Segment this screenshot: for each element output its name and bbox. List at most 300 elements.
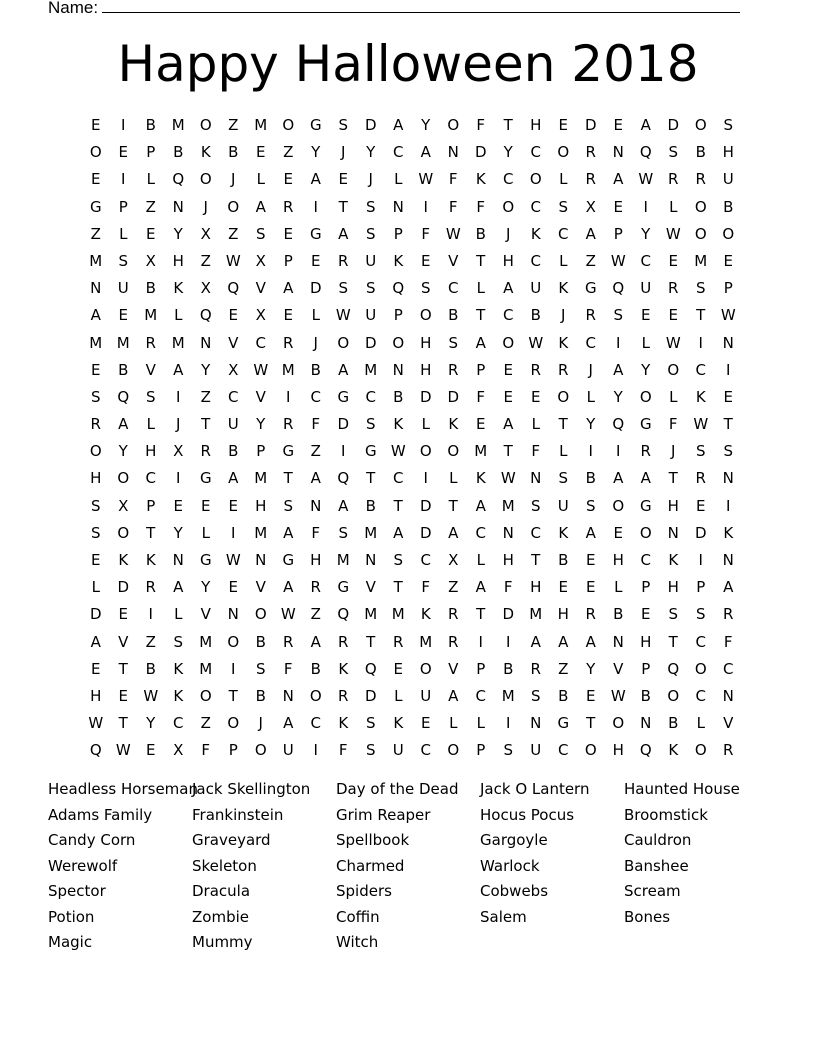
grid-letter[interactable]: U — [557, 496, 569, 515]
grid-letter[interactable]: C — [558, 741, 569, 760]
grid-letter[interactable]: F — [668, 415, 678, 434]
grid-letter[interactable]: I — [176, 387, 181, 406]
grid-letter[interactable]: R — [585, 143, 596, 162]
grid-letter[interactable]: S — [255, 224, 266, 243]
grid-letter[interactable]: O — [392, 333, 405, 352]
grid-letter[interactable]: B — [145, 279, 156, 298]
grid-letter[interactable]: E — [503, 360, 513, 379]
grid-letter[interactable]: Y — [586, 659, 596, 678]
grid-letter[interactable]: N — [200, 333, 212, 352]
grid-letter[interactable]: M — [364, 605, 378, 624]
grid-letter[interactable]: C — [310, 387, 321, 406]
grid-letter[interactable]: N — [502, 523, 514, 542]
grid-letter[interactable]: O — [502, 197, 515, 216]
grid-letter[interactable]: Z — [200, 251, 211, 270]
grid-letter[interactable]: N — [227, 605, 239, 624]
grid-letter[interactable]: A — [585, 224, 596, 243]
grid-letter[interactable]: F — [338, 741, 348, 760]
grid-letter[interactable]: O — [199, 686, 212, 705]
grid-letter[interactable]: O — [722, 224, 735, 243]
grid-letter[interactable]: U — [117, 279, 129, 298]
grid-letter[interactable]: S — [365, 224, 376, 243]
grid-letter[interactable]: O — [254, 605, 267, 624]
grid-letter[interactable]: S — [338, 279, 349, 298]
grid-letter[interactable]: A — [338, 496, 349, 515]
grid-letter[interactable]: Y — [173, 523, 183, 542]
grid-letter[interactable]: P — [723, 279, 733, 298]
grid-letter[interactable]: O — [694, 741, 707, 760]
grid-letter[interactable]: E — [641, 306, 651, 325]
grid-letter[interactable]: D — [309, 279, 322, 298]
grid-letter[interactable]: C — [475, 523, 486, 542]
grid-letter[interactable]: Q — [639, 143, 652, 162]
grid-letter[interactable]: H — [145, 442, 157, 461]
grid-letter[interactable]: U — [365, 251, 377, 270]
grid-letter[interactable]: C — [393, 469, 404, 488]
grid-letter[interactable]: T — [723, 415, 733, 434]
grid-letter[interactable]: O — [89, 442, 102, 461]
grid-letter[interactable]: N — [90, 279, 102, 298]
grid-letter[interactable]: R — [338, 251, 349, 270]
grid-letter[interactable]: Y — [118, 442, 128, 461]
grid-letter[interactable]: Z — [200, 714, 211, 733]
grid-letter[interactable]: W — [115, 741, 131, 760]
grid-letter[interactable]: L — [586, 387, 595, 406]
grid-letter[interactable]: E — [613, 116, 623, 134]
grid-letter[interactable]: A — [338, 360, 349, 379]
grid-letter[interactable]: O — [419, 659, 432, 678]
grid-letter[interactable]: F — [311, 523, 321, 542]
grid-letter[interactable]: R — [585, 306, 596, 325]
grid-letter[interactable]: C — [503, 306, 514, 325]
grid-letter[interactable]: L — [311, 306, 320, 325]
grid-letter[interactable]: J — [588, 360, 593, 379]
grid-letter[interactable]: T — [668, 632, 678, 651]
grid-letter[interactable]: C — [365, 387, 376, 406]
grid-letter[interactable]: L — [119, 224, 128, 243]
grid-letter[interactable]: F — [476, 197, 486, 216]
grid-letter[interactable]: N — [392, 360, 404, 379]
grid-letter[interactable]: T — [118, 659, 128, 678]
grid-letter[interactable]: X — [173, 741, 184, 760]
grid-letter[interactable]: L — [174, 605, 183, 624]
grid-letter[interactable]: T — [366, 469, 376, 488]
grid-letter[interactable]: E — [696, 496, 706, 515]
grid-letter[interactable]: G — [337, 578, 350, 597]
grid-letter[interactable]: L — [696, 714, 705, 733]
grid-letter[interactable]: S — [695, 605, 706, 624]
grid-letter[interactable]: Q — [392, 279, 405, 298]
grid-letter[interactable]: R — [448, 605, 459, 624]
grid-letter[interactable]: A — [90, 632, 101, 651]
grid-letter[interactable]: D — [419, 496, 432, 515]
grid-letter[interactable]: K — [145, 551, 156, 569]
grid-letter[interactable]: K — [173, 659, 184, 678]
grid-letter[interactable]: R — [585, 170, 596, 189]
grid-letter[interactable]: T — [146, 523, 156, 542]
grid-letter[interactable]: W — [88, 714, 104, 733]
grid-letter[interactable]: M — [281, 360, 295, 379]
grid-letter[interactable]: O — [612, 496, 625, 515]
grid-letter[interactable]: C — [585, 333, 596, 352]
grid-letter[interactable]: T — [228, 686, 238, 705]
grid-letter[interactable]: E — [91, 116, 101, 134]
grid-letter[interactable]: T — [118, 714, 128, 733]
grid-letter[interactable]: Z — [228, 224, 239, 243]
grid-letter[interactable]: S — [558, 197, 569, 216]
grid-letter[interactable]: M — [474, 442, 488, 461]
grid-letter[interactable]: A — [393, 523, 404, 542]
grid-letter[interactable]: Q — [364, 659, 377, 678]
grid-letter[interactable]: E — [311, 251, 321, 270]
grid-letter[interactable]: P — [641, 578, 651, 597]
grid-letter[interactable]: W — [610, 251, 626, 270]
grid-letter[interactable]: F — [723, 632, 733, 651]
grid-letter[interactable]: A — [475, 333, 486, 352]
grid-letter[interactable]: W — [638, 170, 654, 189]
grid-letter[interactable]: O — [117, 523, 130, 542]
grid-letter[interactable]: C — [695, 632, 706, 651]
grid-letter[interactable]: W — [693, 415, 709, 434]
grid-letter[interactable]: S — [668, 605, 679, 624]
grid-letter[interactable]: O — [639, 523, 652, 542]
grid-letter[interactable]: C — [173, 714, 184, 733]
grid-letter[interactable]: S — [723, 116, 734, 134]
grid-letter[interactable]: E — [91, 659, 101, 678]
grid-letter[interactable]: S — [558, 469, 569, 488]
grid-letter[interactable]: J — [313, 333, 318, 352]
grid-letter[interactable]: O — [309, 686, 322, 705]
grid-letter[interactable]: X — [228, 360, 239, 379]
grid-letter[interactable]: H — [722, 143, 734, 162]
grid-letter[interactable]: F — [531, 442, 541, 461]
grid-letter[interactable]: I — [478, 632, 483, 651]
grid-letter[interactable]: U — [227, 415, 239, 434]
grid-letter[interactable]: C — [228, 387, 239, 406]
grid-letter[interactable]: E — [586, 686, 596, 705]
grid-letter[interactable]: S — [90, 387, 101, 406]
grid-letter[interactable]: S — [365, 279, 376, 298]
grid-letter[interactable]: O — [447, 442, 460, 461]
grid-letter[interactable]: K — [530, 224, 541, 243]
grid-letter[interactable]: P — [393, 306, 403, 325]
grid-letter[interactable]: R — [283, 197, 294, 216]
grid-letter[interactable]: E — [118, 143, 128, 162]
grid-letter[interactable]: V — [118, 632, 129, 651]
grid-letter[interactable]: U — [365, 306, 377, 325]
grid-letter[interactable]: K — [393, 714, 404, 733]
grid-letter[interactable]: A — [228, 469, 239, 488]
grid-letter[interactable]: B — [393, 387, 404, 406]
grid-letter[interactable]: R — [530, 360, 541, 379]
grid-letter[interactable]: N — [612, 632, 624, 651]
grid-letter[interactable]: S — [530, 686, 541, 705]
grid-letter[interactable]: V — [723, 714, 734, 733]
grid-letter[interactable]: R — [283, 415, 294, 434]
grid-letter[interactable]: R — [695, 469, 706, 488]
grid-letter[interactable]: L — [476, 714, 485, 733]
grid-letter[interactable]: H — [420, 360, 432, 379]
grid-letter[interactable]: A — [613, 469, 624, 488]
grid-letter[interactable]: N — [640, 714, 652, 733]
grid-letter[interactable]: Z — [558, 659, 569, 678]
grid-letter[interactable]: K — [393, 415, 404, 434]
grid-letter[interactable]: P — [146, 143, 156, 162]
grid-letter[interactable]: M — [254, 469, 268, 488]
grid-letter[interactable]: O — [694, 197, 707, 216]
grid-letter[interactable]: K — [558, 523, 569, 542]
grid-letter[interactable]: B — [365, 496, 376, 515]
grid-letter[interactable]: K — [338, 714, 349, 733]
grid-letter[interactable]: K — [668, 741, 679, 760]
grid-letter[interactable]: M — [89, 333, 103, 352]
grid-letter[interactable]: G — [364, 442, 377, 461]
grid-letter[interactable]: B — [475, 224, 486, 243]
grid-letter[interactable]: E — [641, 605, 651, 624]
grid-letter[interactable]: E — [723, 251, 733, 270]
grid-letter[interactable]: G — [639, 415, 652, 434]
grid-letter[interactable]: A — [448, 686, 459, 705]
grid-letter[interactable]: C — [640, 551, 651, 569]
grid-letter[interactable]: V — [255, 387, 266, 406]
grid-letter[interactable]: C — [310, 714, 321, 733]
grid-letter[interactable]: I — [231, 659, 236, 678]
grid-letter[interactable]: I — [698, 551, 703, 569]
grid-letter[interactable]: E — [393, 659, 403, 678]
grid-letter[interactable]: S — [365, 741, 376, 760]
grid-letter[interactable]: M — [529, 605, 543, 624]
grid-letter[interactable]: N — [722, 469, 734, 488]
grid-letter[interactable]: B — [118, 360, 129, 379]
grid-letter[interactable]: O — [557, 143, 570, 162]
grid-letter[interactable]: W — [143, 686, 159, 705]
grid-letter[interactable]: I — [148, 605, 153, 624]
grid-letter[interactable]: K — [338, 659, 349, 678]
grid-letter[interactable]: H — [310, 551, 322, 569]
grid-letter[interactable]: Q — [227, 279, 240, 298]
grid-letter[interactable]: I — [313, 741, 318, 760]
grid-letter[interactable]: O — [227, 197, 240, 216]
grid-letter[interactable]: R — [448, 632, 459, 651]
grid-letter[interactable]: Q — [612, 415, 625, 434]
grid-letter[interactable]: K — [448, 415, 459, 434]
grid-letter[interactable]: I — [313, 197, 318, 216]
grid-letter[interactable]: L — [614, 578, 623, 597]
grid-letter[interactable]: G — [309, 116, 322, 134]
grid-letter[interactable]: B — [695, 143, 706, 162]
grid-letter[interactable]: G — [199, 469, 212, 488]
grid-letter[interactable]: W — [665, 333, 681, 352]
grid-letter[interactable]: K — [558, 279, 569, 298]
grid-letter[interactable]: I — [506, 714, 511, 733]
grid-letter[interactable]: J — [258, 714, 263, 733]
grid-letter[interactable]: D — [364, 116, 377, 134]
grid-letter[interactable]: M — [694, 251, 708, 270]
grid-letter[interactable]: B — [310, 360, 321, 379]
grid-letter[interactable]: L — [174, 306, 183, 325]
grid-letter[interactable]: O — [694, 116, 707, 134]
grid-letter[interactable]: M — [254, 523, 268, 542]
grid-letter[interactable]: S — [585, 496, 596, 515]
grid-letter[interactable]: D — [447, 387, 460, 406]
grid-letter[interactable]: D — [337, 415, 350, 434]
grid-letter[interactable]: Y — [613, 387, 623, 406]
grid-letter[interactable]: I — [616, 442, 621, 461]
grid-letter[interactable]: O — [419, 442, 432, 461]
grid-letter[interactable]: N — [612, 143, 624, 162]
grid-letter[interactable]: E — [421, 251, 431, 270]
grid-letter[interactable]: T — [668, 469, 678, 488]
grid-letter[interactable]: E — [668, 251, 678, 270]
grid-letter[interactable]: H — [530, 578, 542, 597]
grid-letter[interactable]: S — [530, 496, 541, 515]
grid-letter[interactable]: Q — [667, 659, 680, 678]
grid-letter[interactable]: X — [255, 251, 266, 270]
grid-letter[interactable]: J — [506, 224, 511, 243]
grid-letter[interactable]: U — [530, 741, 542, 760]
grid-letter[interactable]: B — [310, 659, 321, 678]
grid-letter[interactable]: T — [531, 551, 541, 569]
grid-letter[interactable]: M — [419, 632, 433, 651]
grid-letter[interactable]: G — [639, 496, 652, 515]
grid-letter[interactable]: B — [228, 442, 239, 461]
grid-letter[interactable]: N — [365, 551, 377, 569]
grid-letter[interactable]: E — [723, 387, 733, 406]
grid-letter[interactable]: X — [173, 442, 184, 461]
grid-letter[interactable]: H — [612, 551, 624, 569]
grid-letter[interactable]: S — [420, 279, 431, 298]
grid-letter[interactable]: I — [121, 170, 126, 189]
grid-letter[interactable]: E — [668, 306, 678, 325]
grid-letter[interactable]: M — [199, 632, 213, 651]
grid-letter[interactable]: E — [146, 741, 156, 760]
grid-letter[interactable]: A — [173, 360, 184, 379]
grid-letter[interactable]: L — [476, 551, 485, 569]
grid-letter[interactable]: P — [118, 197, 128, 216]
grid-letter[interactable]: Z — [200, 387, 211, 406]
grid-letter[interactable]: N — [722, 686, 734, 705]
grid-letter[interactable]: P — [228, 741, 238, 760]
grid-letter[interactable]: K — [558, 333, 569, 352]
grid-letter[interactable]: Y — [256, 415, 266, 434]
grid-letter[interactable]: B — [448, 306, 459, 325]
grid-letter[interactable]: T — [283, 469, 293, 488]
grid-letter[interactable]: T — [558, 415, 568, 434]
grid-letter[interactable]: R — [723, 741, 734, 760]
grid-letter[interactable]: E — [558, 578, 568, 597]
grid-letter[interactable]: O — [254, 741, 267, 760]
grid-letter[interactable]: S — [695, 279, 706, 298]
name-field[interactable] — [48, 0, 740, 20]
grid-letter[interactable]: A — [338, 224, 349, 243]
grid-letter[interactable]: E — [256, 143, 266, 162]
grid-letter[interactable]: A — [283, 523, 294, 542]
grid-letter[interactable]: W — [225, 251, 241, 270]
grid-letter[interactable]: I — [616, 333, 621, 352]
grid-letter[interactable]: F — [448, 170, 458, 189]
grid-letter[interactable]: A — [558, 632, 569, 651]
grid-letter[interactable]: V — [448, 659, 459, 678]
grid-letter[interactable]: P — [283, 251, 293, 270]
grid-letter[interactable]: S — [90, 523, 101, 542]
grid-letter[interactable]: E — [558, 116, 568, 134]
grid-letter[interactable]: J — [231, 170, 236, 189]
grid-letter[interactable]: C — [558, 224, 569, 243]
grid-letter[interactable]: A — [420, 143, 431, 162]
grid-letter[interactable]: W — [528, 333, 544, 352]
grid-letter[interactable]: C — [695, 360, 706, 379]
grid-letter[interactable]: I — [643, 197, 648, 216]
grid-letter[interactable]: O — [117, 469, 130, 488]
grid-letter[interactable]: A — [310, 632, 321, 651]
grid-letter[interactable]: L — [201, 523, 210, 542]
grid-letter[interactable]: T — [476, 251, 486, 270]
grid-letter[interactable]: A — [613, 170, 624, 189]
grid-letter[interactable]: U — [420, 686, 432, 705]
grid-letter[interactable]: S — [338, 523, 349, 542]
grid-letter[interactable]: B — [585, 469, 596, 488]
grid-letter[interactable]: L — [394, 170, 403, 189]
grid-letter[interactable]: O — [667, 360, 680, 379]
grid-letter[interactable]: C — [393, 143, 404, 162]
grid-letter[interactable]: A — [283, 714, 294, 733]
grid-letter[interactable]: Y — [586, 415, 596, 434]
grid-letter[interactable]: E — [118, 686, 128, 705]
grid-letter[interactable]: I — [726, 496, 731, 515]
grid-letter[interactable]: E — [228, 578, 238, 597]
grid-letter[interactable]: M — [116, 333, 130, 352]
grid-letter[interactable]: B — [503, 659, 514, 678]
grid-letter[interactable]: L — [559, 442, 568, 461]
grid-letter[interactable]: I — [588, 442, 593, 461]
grid-letter[interactable]: A — [283, 279, 294, 298]
grid-letter[interactable]: M — [336, 551, 350, 569]
grid-letter[interactable]: H — [90, 686, 102, 705]
grid-letter[interactable]: K — [200, 143, 211, 162]
grid-letter[interactable]: S — [503, 741, 514, 760]
grid-letter[interactable]: H — [502, 251, 514, 270]
grid-letter[interactable]: H — [667, 578, 679, 597]
grid-letter[interactable]: R — [310, 578, 321, 597]
grid-letter[interactable]: P — [641, 659, 651, 678]
grid-letter[interactable]: X — [118, 496, 129, 515]
grid-letter[interactable]: B — [145, 659, 156, 678]
grid-letter[interactable]: A — [503, 415, 514, 434]
grid-letter[interactable]: O — [694, 224, 707, 243]
grid-letter[interactable]: U — [722, 170, 734, 189]
grid-letter[interactable]: Q — [337, 605, 350, 624]
grid-letter[interactable]: D — [667, 116, 680, 134]
grid-letter[interactable]: D — [89, 605, 102, 624]
grid-letter[interactable]: N — [722, 333, 734, 352]
grid-letter[interactable]: S — [173, 632, 184, 651]
grid-letter[interactable]: F — [311, 415, 321, 434]
grid-letter[interactable]: R — [145, 578, 156, 597]
grid-letter[interactable]: A — [448, 523, 459, 542]
grid-letter[interactable]: N — [255, 551, 267, 569]
grid-letter[interactable]: W — [500, 469, 516, 488]
grid-letter[interactable]: I — [231, 523, 236, 542]
grid-letter[interactable]: U — [282, 741, 294, 760]
grid-letter[interactable]: E — [476, 415, 486, 434]
grid-letter[interactable]: P — [476, 659, 486, 678]
grid-letter[interactable]: G — [199, 551, 212, 569]
grid-letter[interactable]: W — [418, 170, 434, 189]
grid-letter[interactable]: P — [476, 360, 486, 379]
grid-letter[interactable]: X — [200, 279, 211, 298]
grid-letter[interactable]: H — [172, 251, 184, 270]
grid-letter[interactable]: A — [310, 170, 321, 189]
